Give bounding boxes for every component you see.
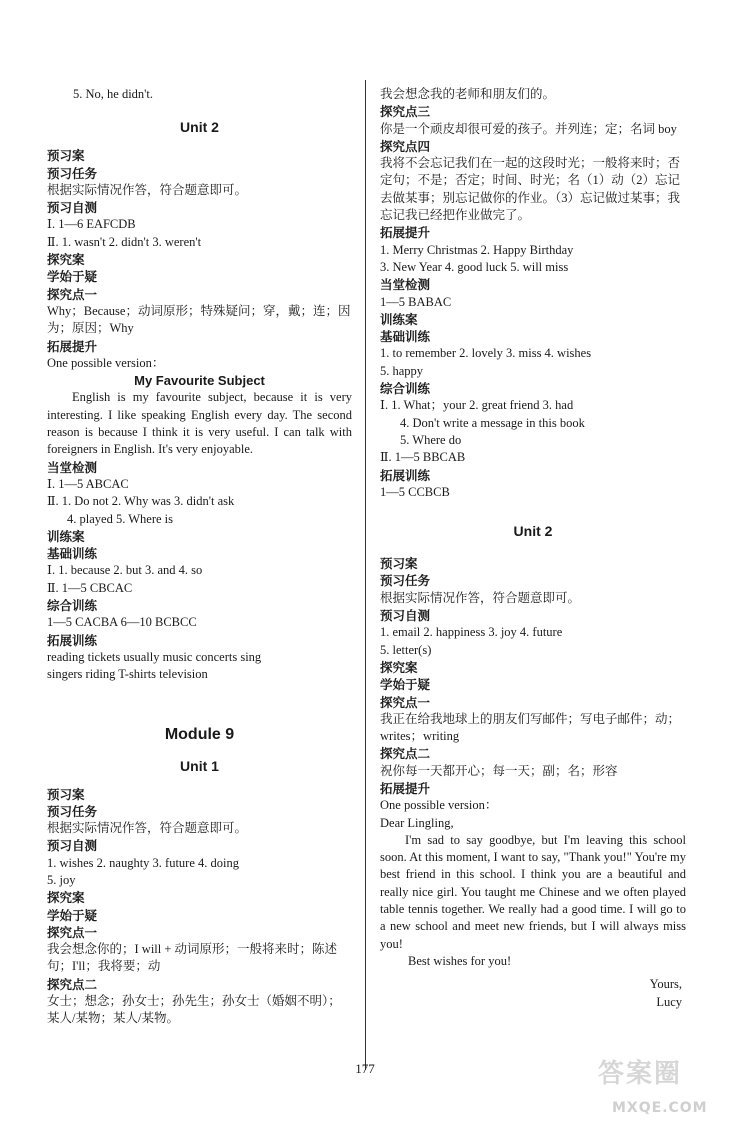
section-heading: 探究点二: [47, 976, 98, 992]
section-heading: 预习任务: [380, 573, 431, 589]
section-heading: 探究案: [47, 890, 85, 906]
section-heading: 学始于疑: [47, 907, 98, 923]
answer-text: 女士；想念；孙女士；孙先生；孙女士（婚姻不明）；某人/某物；某人/某物。: [47, 994, 341, 1026]
answer-line: singers riding T-shirts television: [47, 667, 208, 682]
answer-line: Ⅱ. 1. wasn't 2. didn't 3. weren't: [47, 234, 202, 249]
section-heading: 拓展提升: [380, 225, 431, 241]
column-divider: [365, 80, 366, 1070]
section-heading: 拓展提升: [47, 338, 98, 354]
section-heading: 拓展训练: [380, 467, 431, 483]
section-heading: 预习任务: [47, 803, 98, 819]
answer-line: 根据实际情况作答，符合题意即可。: [47, 182, 248, 197]
unit-heading: Unit 2: [180, 119, 219, 136]
answer-line: 5. joy: [47, 872, 76, 887]
answer-line: Ⅰ. 1. What；your 2. great friend 3. had: [380, 398, 574, 413]
answer-line: 1—5 CCBCB: [380, 484, 450, 499]
answer-line: Ⅰ. 1—5 ABCAC: [47, 476, 129, 491]
answer-line: 5. happy: [380, 363, 424, 378]
watermark-url: MXQE.COM: [612, 1100, 708, 1116]
answer-line: 4. Don't write a message in this book: [400, 415, 585, 430]
answer-text: Why；Because；动词原形；特殊疑问；穿，戴；连；因为；原因；Why: [47, 303, 351, 336]
section-heading: 训练案: [380, 311, 418, 327]
section-heading: 探究点一: [380, 694, 431, 710]
answer-line: 根据实际情况作答，符合题意即可。: [47, 821, 248, 836]
section-heading: 预习任务: [47, 165, 98, 181]
watermark-logo: [598, 1059, 743, 1120]
section-heading: 学始于疑: [47, 269, 98, 285]
essay-title: My Favourite Subject: [134, 373, 265, 389]
section-heading: 当堂检测: [380, 277, 431, 293]
answer-line: 5. letter(s): [380, 642, 432, 657]
answer-line: reading tickets usually music concerts sing: [47, 649, 262, 664]
unit-heading: Unit 2: [513, 523, 553, 540]
section-heading: 训练案: [47, 528, 85, 544]
unit-heading: Unit 1: [180, 757, 219, 774]
letter-signature: Lucy: [656, 994, 682, 1009]
section-heading: 基础训练: [380, 329, 431, 345]
answer-line: Ⅰ. 1. because 2. but 3. and 4. so: [47, 563, 203, 578]
section-heading: 探究案: [47, 252, 85, 268]
answer-line: One possible version：: [47, 355, 165, 370]
answer-line: 1. Merry Christmas 2. Happy Birthday: [380, 242, 574, 257]
answer-line: 根据实际情况作答，符合题意即可。: [380, 590, 581, 605]
left-column: [47, 86, 352, 1028]
section-heading: 预习自测: [380, 608, 431, 624]
answer-line: One possible version：: [380, 798, 498, 813]
answer-line: 4. played 5. Where is: [67, 511, 173, 526]
answer-line: 1. email 2. happiness 3. joy 4. future: [380, 625, 563, 640]
answer-line: 5. Where do: [400, 432, 462, 447]
answer-line: 1—5 BABAC: [380, 294, 452, 309]
answer-line: Ⅱ. 1. Do not 2. Why was 3. didn't ask: [47, 494, 235, 509]
answer-line: Ⅱ. 1—5 BBCAB: [380, 450, 466, 465]
watermark-text: 答案圈: [598, 1059, 683, 1089]
section-heading: 基础训练: [47, 546, 98, 562]
section-heading: 拓展训练: [47, 632, 98, 648]
answer-line: 1. to remember 2. lovely 3. miss 4. wishes: [380, 346, 592, 361]
section-heading: 探究点一: [47, 286, 98, 302]
answer-line: Ⅱ. 1—5 CBCAC: [47, 580, 133, 595]
letter-closing: Best wishes for you!: [408, 953, 512, 968]
section-heading: 预习案: [47, 786, 85, 802]
answer-line: Ⅰ. 1—6 EAFCDB: [47, 217, 136, 232]
section-heading: 探究点三: [380, 104, 431, 120]
section-heading: 探究点一: [47, 924, 98, 940]
answer-text: 我会想念你的；I will + 动词原形；一般将来时；陈述句；I'll；我将要；动: [47, 942, 338, 974]
page-number: 177: [355, 1061, 375, 1076]
answer-line: 5. No, he didn't.: [73, 87, 154, 101]
section-heading: 预习自测: [47, 838, 98, 854]
right-column: [380, 86, 686, 1011]
answer-line: 3. New Year 4. good luck 5. will miss: [380, 259, 569, 274]
answer-text: 你是一个顽皮却很可爱的孩子。并列连；定；名词 boy: [380, 121, 677, 136]
letter-yours: Yours,: [649, 977, 682, 992]
module-heading: Module 9: [164, 725, 235, 743]
answer-line: 1. wishes 2. naughty 3. future 4. doing: [47, 855, 239, 870]
section-heading: 预习案: [47, 148, 85, 164]
section-heading: 综合训练: [380, 381, 431, 397]
section-heading: 探究点二: [380, 746, 431, 762]
letter-greeting: Dear Lingling,: [380, 815, 454, 830]
section-heading: 拓展提升: [380, 780, 431, 796]
section-heading: 预习案: [380, 556, 418, 572]
answer-line: 1—5 CACBA 6—10 BCBCC: [47, 615, 197, 630]
section-heading: 探究点四: [380, 138, 431, 154]
section-heading: 学始于疑: [380, 677, 431, 693]
answer-text: 我正在给我地球上的朋友们写邮件；写电子邮件；动；writes；writing: [380, 711, 681, 744]
essay-paragraph: English is my favourite subject, because it is very interesting. I like speaking English every day. The second reason is because I think it is very useful. I can talk with foreigners in English. It's very enjoyable.: [47, 390, 352, 457]
answer-line: 我会想念我的老师和朋友们的。: [380, 87, 556, 101]
section-heading: 综合训练: [47, 598, 98, 614]
letter-body: I'm sad to say goodbye, but I'm leaving this school soon. At this moment, I want to say, "Thank you!" You're my best friend in this school. I think you are a beautiful and really nice girl. You taught me Chinese and we often played table tennis together. We really had a good time. I will go to a new school and meet new friends, but I will always miss you!: [380, 832, 686, 951]
answer-line: 祝你每一天都开心；每一天；副；名；形容: [380, 763, 618, 778]
section-heading: 当堂检测: [47, 459, 98, 475]
section-heading: 预习自测: [47, 200, 98, 216]
answer-text: 我将不会忘记我们在一起的这段时光；一般将来时；否定句；不是；否定；时间、时光；名（1）动（2）忘记去做某事；别忘记做你的作业。（3）忘记做过某事；我忘记我已经把作业做完了。: [380, 156, 681, 223]
section-heading: 探究案: [380, 659, 418, 675]
